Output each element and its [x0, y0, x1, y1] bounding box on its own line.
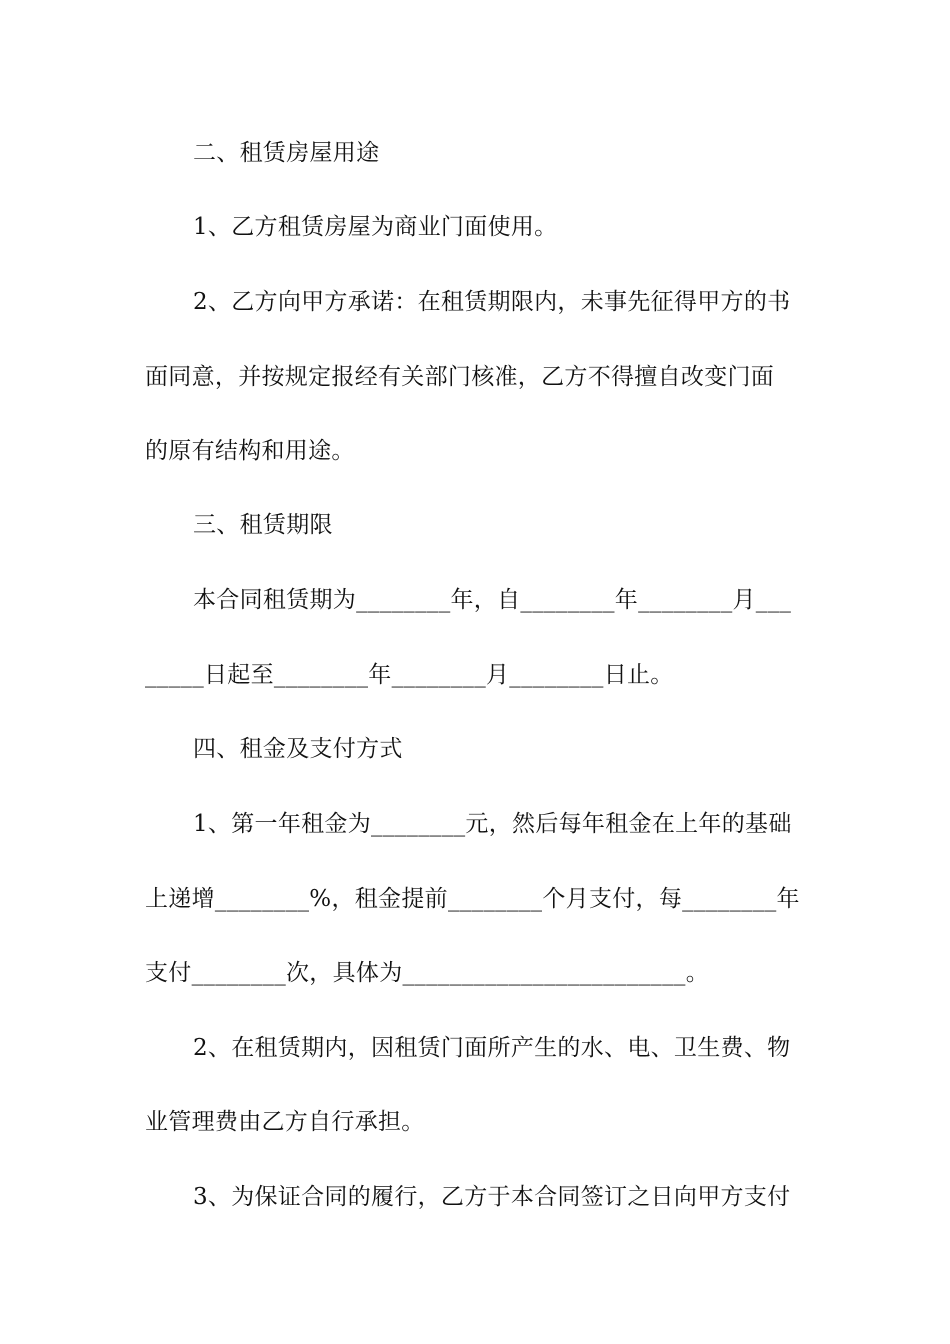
clause-paragraph-continuation: 支付________次，具体为________________________。 [145, 960, 709, 986]
clause-paragraph: 2、在租赁期内，因租赁门面所产生的水、电、卫生费、物 [193, 1035, 791, 1061]
clause-paragraph: 本合同租赁期为________年，自________年________月___ [193, 587, 792, 613]
clause-paragraph-continuation: 业管理费由乙方自行承担。 [145, 1109, 425, 1135]
clause-paragraph: 1、第一年租金为________元，然后每年租金在上年的基础 [193, 811, 792, 837]
section-heading-term: 三、租赁期限 [193, 512, 333, 538]
clause-paragraph: 2、乙方向甲方承诺：在租赁期限内，未事先征得甲方的书 [193, 289, 791, 315]
clause-paragraph-continuation: _____日起至________年________月________日止。 [145, 662, 674, 688]
clause-paragraph-continuation: 的原有结构和用途。 [145, 438, 355, 464]
clause-paragraph: 1、乙方租赁房屋为商业门面使用。 [193, 214, 558, 240]
clause-paragraph: 3、为保证合同的履行，乙方于本合同签订之日向甲方支付 [193, 1184, 791, 1210]
section-heading-rent: 四、租金及支付方式 [193, 736, 403, 762]
section-heading-usage: 二、租赁房屋用途 [193, 140, 380, 166]
clause-paragraph-continuation: 面同意，并按规定报经有关部门核准，乙方不得擅自改变门面 [145, 364, 775, 390]
clause-paragraph-continuation: 上递增________%，租金提前________个月支付，每________年 [145, 886, 800, 912]
